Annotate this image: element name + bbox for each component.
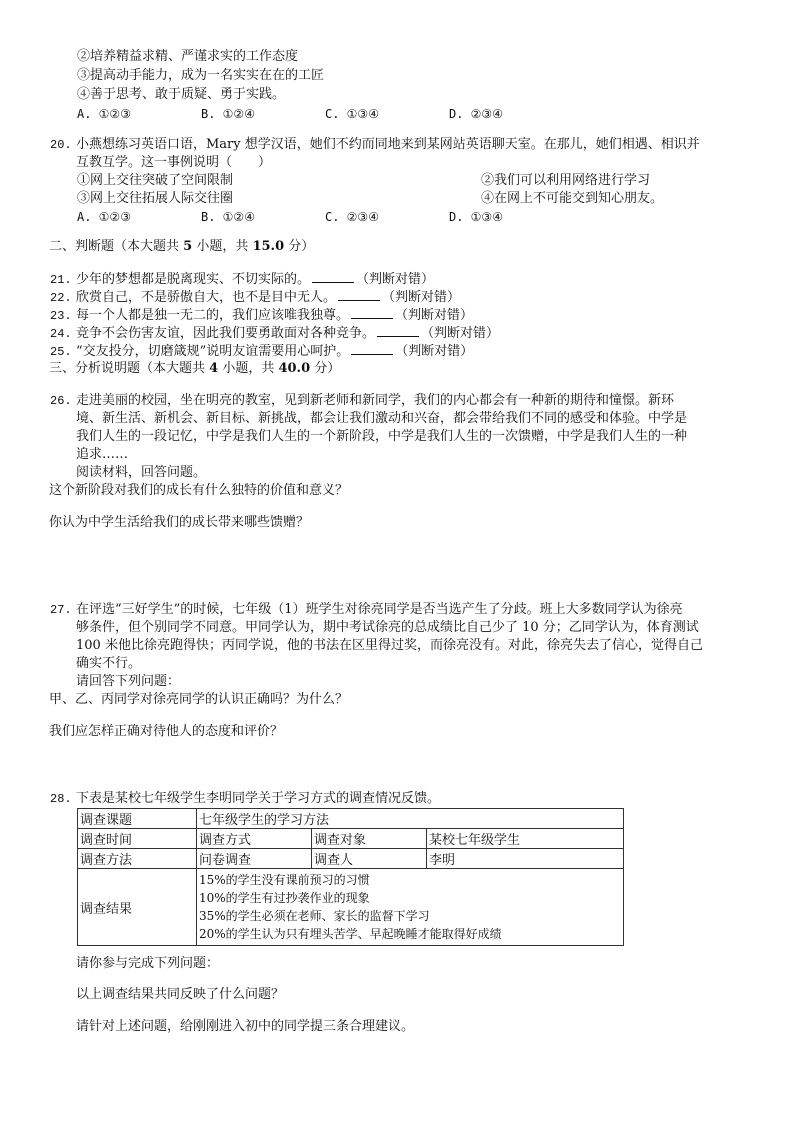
q27-line-3: 100 米他比徐亮跑得快；丙同学说，他的书法在区里得过奖，而徐亮没有。对此，徐亮失去了信心，觉得自己 <box>76 638 703 653</box>
q26-line-4: 追求…… <box>76 447 129 462</box>
q26-text: 走进美丽的校园，坐在明亮的教室，见到新老师和新同学，我们的内心都会有一种新的期待和憧憬。新环 <box>76 393 675 408</box>
section-2-mid: 小题，共 <box>192 239 253 254</box>
q27-line-2: 够条件，但个别同学不同意。甲同学认为，期中考试徐亮的总成绩比自己少了 10 分；乙同学认为，体育测试 <box>76 620 699 635</box>
q26-sub-question-1: 这个新阶段对我们的成长有什么独特的价值和意义？ <box>49 483 349 498</box>
judge-number: 25. <box>50 345 72 359</box>
judge-text: 欣赏自己，不是骄傲自大，也不是目中无人。 <box>76 290 337 305</box>
q19-item-4: ④善于思考、敢于质疑、勇于实践。 <box>77 87 286 102</box>
section-2-count: 5 <box>183 239 193 254</box>
section-2-score: 15.0 <box>252 239 285 254</box>
q28-sub-question-2: 请针对上述问题，给刚刚进入初中的同学提三条合理建议。 <box>76 1019 415 1034</box>
q26-line-1 <box>50 392 674 410</box>
q20-option-c: C. ②③④ <box>325 210 379 224</box>
section-3-mid: 小题，共 <box>218 361 279 376</box>
answer-blank[interactable] <box>377 324 419 337</box>
table-cell: 某校七年级学生 <box>427 829 624 849</box>
table-cell: 调查时间 <box>78 829 197 849</box>
result-item: 20%的学生认为只有埋头苦学、早起晚睡才能取得好成绩 <box>199 927 502 941</box>
q19-item-3: ③提高动手能力，成为一名实实在在的工匠 <box>77 68 325 83</box>
table-row <box>78 829 624 849</box>
q27-line-5: 请回答下列问题： <box>76 674 181 689</box>
answer-blank[interactable] <box>351 306 393 319</box>
table-cell: 调查结果 <box>78 869 197 946</box>
judge-item <box>50 342 473 361</box>
q28-intro: 下表是某校七年级学生李明同学关于学习方式的调查情况反馈。 <box>76 791 441 806</box>
q20-stem-1: 小燕想练习英语口语，Mary 想学汉语，她们不约而同地来到某网站英语聊天室。在那儿，她们相遇、相识并 <box>76 137 700 152</box>
answer-blank[interactable] <box>351 342 393 355</box>
judge-text: 竞争不会伤害友谊，因此我们要勇敢面对各种竞争。 <box>76 326 376 341</box>
judge-tail: （判断对错） <box>356 272 435 287</box>
table-cell: 调查方法 <box>78 849 197 869</box>
table-cell: 调查课题 <box>78 809 197 829</box>
q19-option-d: D. ②③④ <box>449 107 503 121</box>
section-3-count: 4 <box>209 361 219 376</box>
answer-blank[interactable] <box>338 288 380 301</box>
q27-sub-question-1: 甲、乙、丙同学对徐亮同学的认识正确吗？为什么？ <box>49 692 349 707</box>
results-cell <box>197 869 624 946</box>
q26-sub-question-2: 你认为中学生活给我们的成长带来哪些馈赠？ <box>49 515 310 530</box>
q20-item-4: ④在网上不可能交到知心朋友。 <box>481 191 664 206</box>
judge-tail: （判断对错） <box>421 326 500 341</box>
q26-number: 26. <box>50 394 72 408</box>
table-row <box>78 849 624 869</box>
judge-number: 23. <box>50 309 72 323</box>
q20-stem-line-1 <box>50 136 700 154</box>
judge-text: “交友投分，切磨箴规”说明友谊需要用心呵护。 <box>76 344 350 359</box>
q28-sub-question-1: 以上调查结果共同反映了什么问题？ <box>76 987 285 1002</box>
result-item: 10%的学生有过抄袭作业的现象 <box>199 891 370 905</box>
section-3-score: 40.0 <box>278 361 311 376</box>
q19-item-2: ②培养精益求精、严谨求实的工作态度 <box>77 49 299 64</box>
answer-blank[interactable] <box>312 270 354 283</box>
q20-item-1: ①网上交往突破了空间限制 <box>77 173 234 188</box>
judge-tail: （判断对错） <box>395 344 474 359</box>
q20-option-b: B. ①②④ <box>201 210 255 224</box>
table-cell: 调查对象 <box>312 829 427 849</box>
judge-number: 21. <box>50 273 72 287</box>
q20-number: 20. <box>50 138 72 152</box>
judge-tail: （判断对错） <box>395 308 474 323</box>
section-2-suffix: 分） <box>284 239 315 254</box>
judge-tail: （判断对错） <box>382 290 461 305</box>
q19-options <box>77 105 573 124</box>
judge-text: 每一个人都是独一无二的，我们应该唯我独尊。 <box>76 308 350 323</box>
q26-line-5: 阅读材料，回答问题。 <box>76 465 207 480</box>
q20-stem-2: 互教互学。这一事例说明（ ） <box>76 155 272 170</box>
q26-line-3: 我们人生的一段记忆，中学是我们人生的一个新阶段，中学是我们人生的一次馈赠，中学是我们人生的一种 <box>76 429 688 444</box>
q27-line-1 <box>50 601 683 619</box>
table-row <box>78 869 624 946</box>
table-cell: 问卷调查 <box>197 849 312 869</box>
table-cell: 调查方式 <box>197 829 312 849</box>
q20-item-2: ②我们可以利用网络进行学习 <box>481 173 651 188</box>
judge-item <box>50 288 460 307</box>
q20-option-a: A. ①②③ <box>77 210 131 224</box>
q19-option-c: C. ①③④ <box>325 107 379 121</box>
section-3-heading <box>49 360 340 378</box>
section-3-prefix: 三、分析说明题（本大题共 <box>49 361 210 376</box>
q20-options <box>77 208 573 227</box>
q28-number: 28. <box>50 792 72 806</box>
q26-line-2: 境、新生活、新机会、新目标、新挑战，都会让我们激动和兴奋，都会带给我们不同的感受和体验。中学是 <box>76 411 688 426</box>
q27-sub-question-2: 我们应怎样正确对待他人的态度和评价？ <box>49 724 284 739</box>
q28-prompt: 请你参与完成下列问题： <box>76 956 220 971</box>
judge-number: 24. <box>50 327 72 341</box>
result-item: 35%的学生必须在老师、家长的监督下学习 <box>199 909 430 923</box>
judge-text: 少年的梦想都是脱离现实、不切实际的。 <box>76 272 311 287</box>
table-cell: 李明 <box>427 849 624 869</box>
q20-option-d: D. ①③④ <box>449 210 503 224</box>
q20-item-3: ③网上交往拓展人际交往圈 <box>77 191 234 206</box>
survey-table <box>77 808 624 946</box>
judge-number: 22. <box>50 291 72 305</box>
table-row <box>78 809 624 829</box>
judge-item <box>50 270 434 289</box>
section-2-prefix: 二、判断题（本大题共 <box>49 239 184 254</box>
q27-number: 27. <box>50 603 72 617</box>
table-cell: 七年级学生的学习方法 <box>197 809 624 829</box>
q27-line-4: 确实不行。 <box>76 656 142 671</box>
section-2-heading <box>49 238 314 256</box>
q19-option-a: A. ①②③ <box>77 107 131 121</box>
table-cell: 调查人 <box>312 849 427 869</box>
section-3-suffix: 分） <box>310 361 341 376</box>
result-item: 15%的学生没有课前预习的习惯 <box>199 873 370 887</box>
judge-item <box>50 324 499 343</box>
q19-option-b: B. ①②④ <box>201 107 255 121</box>
q28-intro-line <box>50 790 440 808</box>
judge-item <box>50 306 473 325</box>
q27-text: 在评选“三好学生”的时候，七年级（1）班学生对徐亮同学是否当选产生了分歧。班上大多数同学认为徐亮 <box>76 602 683 617</box>
